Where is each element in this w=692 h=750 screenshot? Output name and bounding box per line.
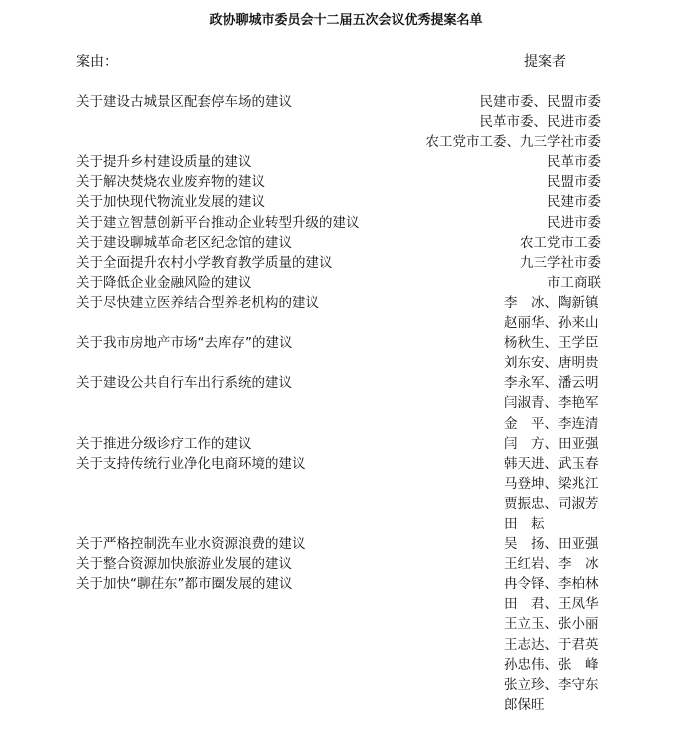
proposal-row [76,594,601,614]
proposal-title-spacer [76,494,504,514]
proposer-line: 韩天进、武玉春 [504,455,599,472]
proposal-row [76,494,601,514]
proposer-line: 赵丽华、孙来山 [504,315,599,332]
proposal-row [76,655,601,675]
proposal-title: 关于我市房地产市场“去库存”的建议 [76,335,293,352]
proposal-title-spacer [76,655,504,675]
proposal-row [76,454,601,474]
proposal-title-spacer [76,614,504,634]
proposer-line: 民进市委 [547,214,601,231]
proposal-row [76,675,601,695]
proposal-title-spacer [76,675,504,695]
proposer-line: 刘东安、唐明贵 [504,355,599,372]
proposal-title: 关于加快现代物流业发展的建议 [76,194,265,211]
proposal-row [76,434,601,454]
page-title: 政协聊城市委员会十二届五次会议优秀提案名单 [209,13,483,28]
reason-column-header: 案由： [76,54,118,70]
proposal-row [76,192,601,212]
proposer-line: 吴 扬、田亚强 [504,536,599,553]
proposal-title: 关于解决焚烧农业废弃物的建议 [76,174,265,191]
proposal-title: 关于建设古城景区配套停车场的建议 [76,94,292,110]
proposer-column-header: 提案者 [524,54,566,70]
proposal-title-spacer [76,474,504,494]
proposal-title-spacer [76,414,504,434]
proposal-row [76,132,601,152]
proposal-row [76,414,601,434]
proposer-line: 冉令铎、李柏林 [504,576,599,593]
proposer-line: 民建市委 [547,194,601,211]
proposer-line: 闫淑青、李艳军 [504,395,599,412]
proposer-line: 王红岩、李 冰 [504,556,599,573]
proposal-row [76,112,601,132]
proposal-row [76,574,601,594]
proposal-row [76,635,601,655]
proposal-title: 关于提升乡村建设质量的建议 [76,154,252,171]
proposer-line: 九三学社市委 [520,254,601,271]
proposer-line: 农工党市工委 [520,234,601,251]
proposal-title-spacer [76,393,504,413]
proposal-title-spacer [76,353,504,373]
proposal-title: 关于尽快建立医养结合型养老机构的建议 [76,294,319,311]
proposer-line: 市工商联 [547,274,601,291]
proposal-row [76,313,601,333]
proposer-line: 闫 方、田亚强 [504,435,599,452]
proposal-title: 关于推进分级诊疗工作的建议 [76,435,252,452]
proposer-line: 民革市委、民进市委 [479,114,601,131]
proposer-line: 民盟市委 [547,174,601,191]
proposal-title: 关于建设聊城革命老区纪念馆的建议 [76,234,292,251]
proposer-line: 王立玉、张小丽 [504,616,599,633]
proposal-title: 关于建设公共自行车出行系统的建议 [76,375,292,392]
proposal-row [76,152,601,172]
proposal-row [76,253,601,273]
proposal-title-spacer [76,635,504,655]
proposal-title: 关于降低企业金融风险的建议 [76,274,252,291]
proposal-title-spacer [76,695,504,715]
proposal-row [76,695,601,715]
proposer-line: 杨秋生、王学臣 [504,335,599,352]
proposer-line: 马登坤、梁兆江 [504,475,599,492]
proposal-row [76,514,601,534]
proposal-title: 关于整合资源加快旅游业发展的建议 [76,556,292,573]
proposal-title: 关于建立智慧创新平台推动企业转型升级的建议 [76,214,360,231]
proposer-line: 王志达、于君英 [504,636,599,653]
proposal-list [76,92,601,715]
proposer-line: 农工党市工委、九三学社市委 [425,134,601,151]
proposer-line: 田 君、王凤华 [504,596,599,613]
proposal-row [76,614,601,634]
proposal-title: 关于支持传统行业净化电商环境的建议 [76,455,306,472]
proposer-line: 田 耘 [504,515,545,532]
proposer-line: 孙忠伟、张 峰 [504,656,599,673]
proposal-row [76,273,601,293]
proposal-row [76,213,601,233]
proposal-title-spacer [76,313,504,333]
proposal-title: 关于严格控制洗车业水资源浪费的建议 [76,536,306,553]
proposal-title-spacer [76,514,504,534]
proposal-title-spacer [76,594,504,614]
proposer-line: 贾振忠、司淑芳 [504,495,599,512]
proposer-line: 金 平、李连清 [504,415,599,432]
proposal-row [76,373,601,393]
proposal-row [76,333,601,353]
proposal-row [76,172,601,192]
proposal-row [76,534,601,554]
proposal-title: 关于加快“聊茌东”都市圈发展的建议 [76,576,293,593]
proposal-title-spacer [76,132,426,152]
proposal-title-spacer [76,112,480,132]
proposal-title: 关于全面提升农村小学教育教学质量的建议 [76,254,333,271]
proposer-line: 郎保旺 [504,696,545,713]
proposal-row [76,92,601,112]
proposer-line: 民革市委 [547,154,601,171]
proposal-row [76,293,601,313]
proposer-line: 张立珍、李守东 [504,676,599,693]
proposer-line: 民建市委、民盟市委 [479,94,601,110]
proposer-line: 李 冰、陶新镇 [504,294,599,311]
proposer-line: 李永军、潘云明 [504,375,599,392]
proposal-row [76,474,601,494]
proposal-row [76,393,601,413]
proposal-row [76,233,601,253]
proposal-row [76,554,601,574]
proposal-row [76,353,601,373]
